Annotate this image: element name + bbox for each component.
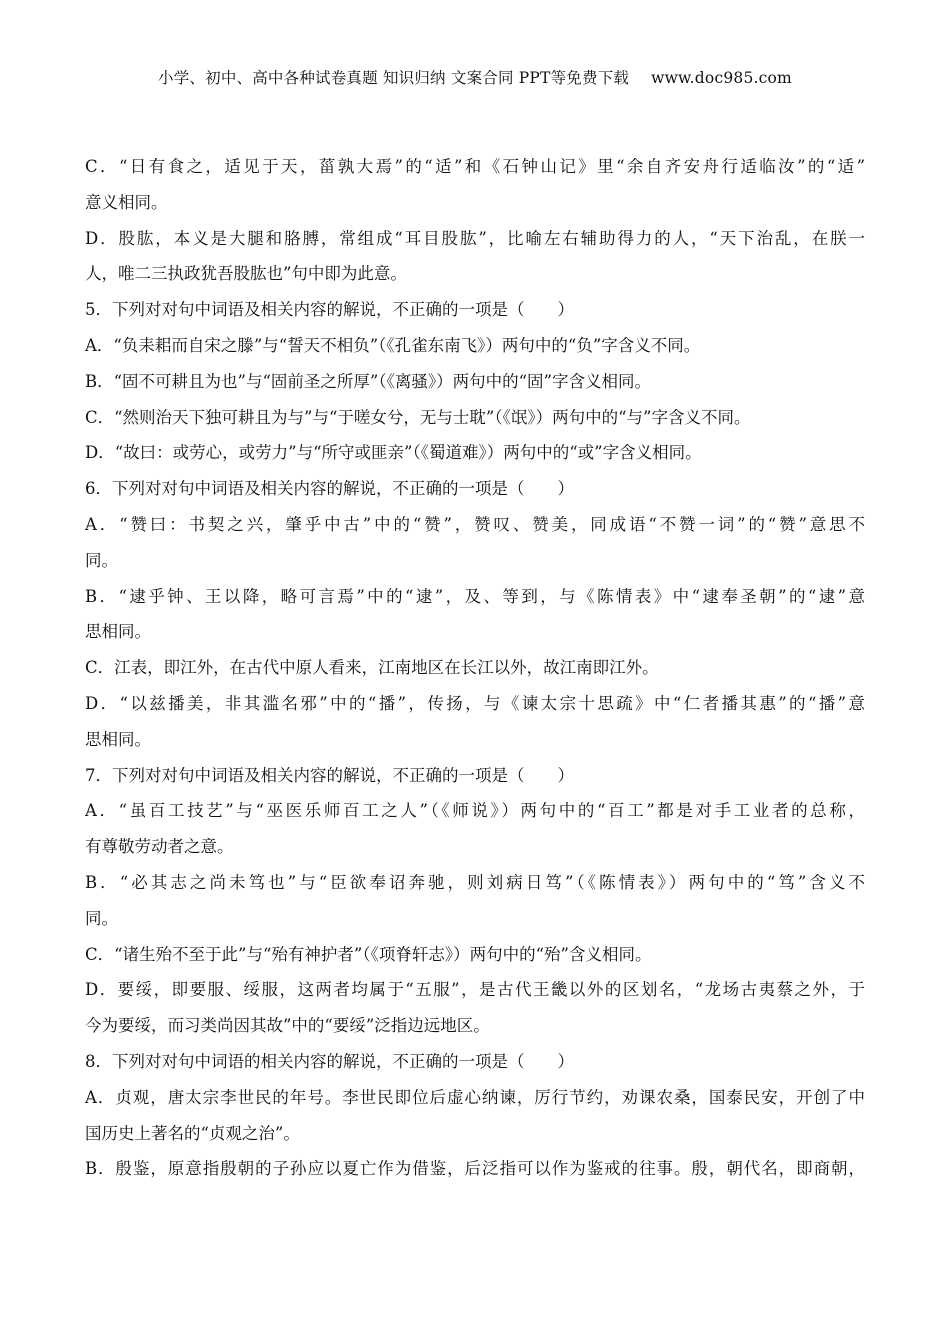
text-line: D．股肱，本义是大腿和胳膊，常组成“耳目股肱”，比喻左右辅助得力的人，“天下治乱，在朕一 (85, 228, 865, 248)
text-line: A．“虽百工技艺”与“巫医乐师百工之人”（《师说》）两句中的“百工”都是对手工业者的总称， (85, 801, 865, 821)
text-line: A．贞观，唐太宗李世民的年号。李世民即位后虚心纳谏，厉行节约，劝课农桑，国泰民安，开创了中 (85, 1087, 865, 1107)
text-line: D．“故曰：或劳心，或劳力”与“所守或匪亲”（《蜀道难》）两句中的“或”字含义相同。 (85, 443, 702, 463)
text-line: A．“负耒耜而自宋之滕”与“誓天不相负”（《孔雀东南飞》）两句中的“负”字含义不同。 (85, 335, 701, 355)
text-line: 国历史上著名的“贞观之治”。 (85, 1123, 300, 1143)
text-line: 7．下列对对句中词语及相关内容的解说，不正确的一项是（ ） (85, 765, 574, 785)
text-line: 意义相同。 (85, 192, 168, 212)
text-line: 8．下列对对句中词语的相关内容的解说，不正确的一项是（ ） (85, 1051, 574, 1071)
header-url: www.doc985.com (651, 69, 792, 87)
text-line: 人，唯二三执政犹吾股肱也”句中即为此意。 (85, 264, 407, 284)
text-line: 有尊敬劳动者之意。 (85, 837, 234, 857)
text-line: B．“逮乎钟、王以降，略可言焉”中的“逮”，及、等到，与《陈情表》中“逮奉圣朝”的“逮”意 (85, 586, 865, 606)
text-line: D．要绥，即要服、绥服，这两者均属于“五服”，是古代王畿以外的区划名，“龙场古夷蔡之外，于 (85, 980, 865, 1000)
text-line: A．“赞曰：书契之兴，肇乎中古”中的“赞”，赞叹、赞美，同成语“不赞一词”的“赞”意思不 (85, 514, 865, 534)
text-line: 思相同。 (85, 729, 151, 749)
header-text: 小学、初中、高中各种试卷真题 知识归纳 文案合同 PPT等免费下载 (158, 69, 630, 87)
text-line: D．“以兹播美，非其滥名邪”中的“播”，传扬，与《谏太宗十思疏》中“仁者播其惠”的“播”意 (85, 693, 865, 713)
text-line: 5．下列对对句中词语及相关内容的解说，不正确的一项是（ ） (85, 300, 574, 320)
text-line: 同。 (85, 550, 118, 570)
text-line: 6．下列对对句中词语及相关内容的解说，不正确的一项是（ ） (85, 479, 574, 499)
text-line: 同。 (85, 908, 118, 928)
text-line: 今为要绥，而习类尚因其故”中的“要绥”泛指边远地区。 (85, 1016, 490, 1036)
text-line: C．江表，即江外，在古代中原人看来，江南地区在长江以外，故江南即江外。 (85, 658, 659, 678)
text-line: C．“日有食之，适见于天，菑孰大焉”的“适”和《石钟山记》里“余自齐安舟行适临汝”的“适” (85, 157, 865, 176)
document-body (85, 149, 865, 1187)
text-line: B．“固不可耕且为也”与“固前圣之所厚”（《离骚》）两句中的“固”字含义相同。 (85, 371, 651, 391)
text-line: C．“然则治天下独可耕且为与”与“于嗟女兮，无与士耽”（《氓》）两句中的“与”字含义不同。 (85, 407, 751, 427)
text-line: C．“诸生殆不至于此”与“殆有神护者”（《项脊轩志》）两句中的“殆”含义相同。 (85, 944, 652, 964)
text-line: B．“必其志之尚未笃也”与“臣欲奉诏奔驰，则刘病日笃”（《陈情表》）两句中的“笃”含义不 (85, 872, 865, 892)
text-line: B．殷鉴，原意指殷朝的子孙应以夏亡作为借鉴，后泛指可以作为鉴戒的往事。殷，朝代名，即商朝， (85, 1159, 865, 1179)
page-header (0, 66, 950, 88)
text-line: 思相同。 (85, 622, 151, 642)
